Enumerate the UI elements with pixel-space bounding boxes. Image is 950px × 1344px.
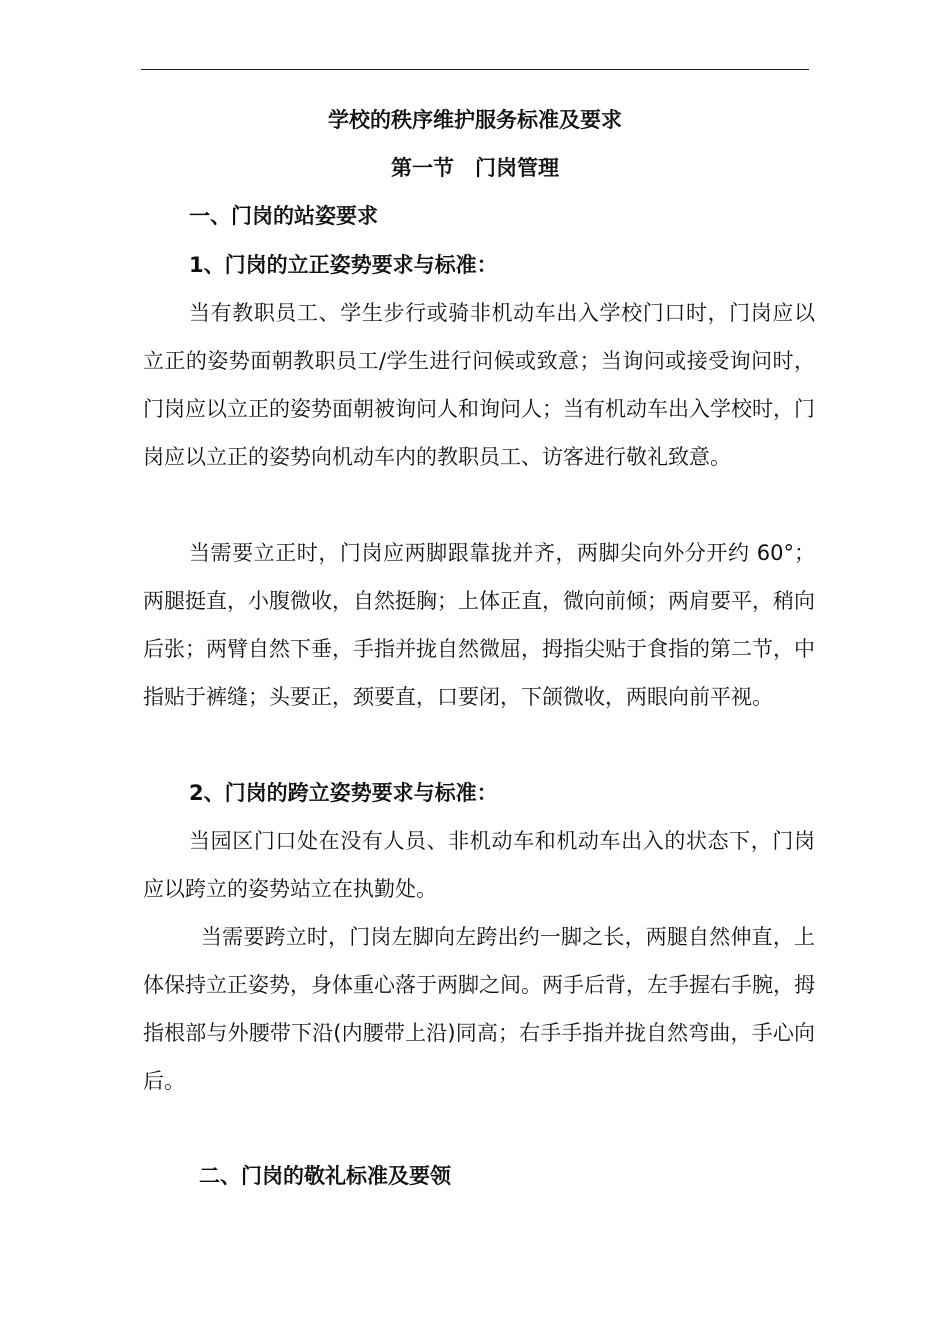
paragraph-at-ease-usage: 当园区门口处在没有人员、非机动车和机动车出入的状态下，门岗应以跨立的姿势站立在执勤处。 (143, 829, 815, 901)
heading-standing-posture: 一、门岗的站姿要求 (189, 204, 378, 228)
heading-salute-standards: 二、门岗的敬礼标准及要领 (199, 1164, 451, 1188)
subheading-at-ease-stance: 2、门岗的跨立姿势要求与标准： (189, 781, 498, 805)
paragraph-attention-details: 当需要立正时，门岗应两脚跟靠拢并齐，两脚尖向外分开约 60°；两腿挺直，小腹微收，自然挺胸；上体正直，微向前倾；两肩要平，稍向后张；两臂自然下垂，手指并拢自然微屈，拇指尖贴于食指的第二节，中指贴于裤缝；头要正，颈要直，口要闭，下颌微收，两眼向前平视。 (143, 541, 815, 709)
subheading-attention-stance: 1、门岗的立正姿势要求与标准： (189, 253, 498, 277)
section-title: 第一节 门岗管理 (391, 156, 559, 180)
document-title: 学校的秩序维护服务标准及要求 (328, 108, 622, 132)
paragraph-at-ease-details: 当需要跨立时，门岗左脚向左跨出约一脚之长，两腿自然伸直，上体保持立正姿势，身体重心落于两脚之间。两手后背，左手握右手腕，拇指根部与外腰带下沿(内腰带上沿)同高；右手手指并拢自然弯曲，手心向后。 (143, 925, 815, 1093)
header-rule (141, 69, 809, 70)
paragraph-attention-usage: 当有教职员工、学生步行或骑非机动车出入学校门口时，门岗应以立正的姿势面朝教职员工/学生进行问候或致意；当询问或接受询问时，门岗应以立正的姿势面朝被询问人和询问人；当有机动车出入学校时，门岗应以立正的姿势向机动车内的教职员工、访客进行敬礼致意。 (143, 301, 815, 469)
